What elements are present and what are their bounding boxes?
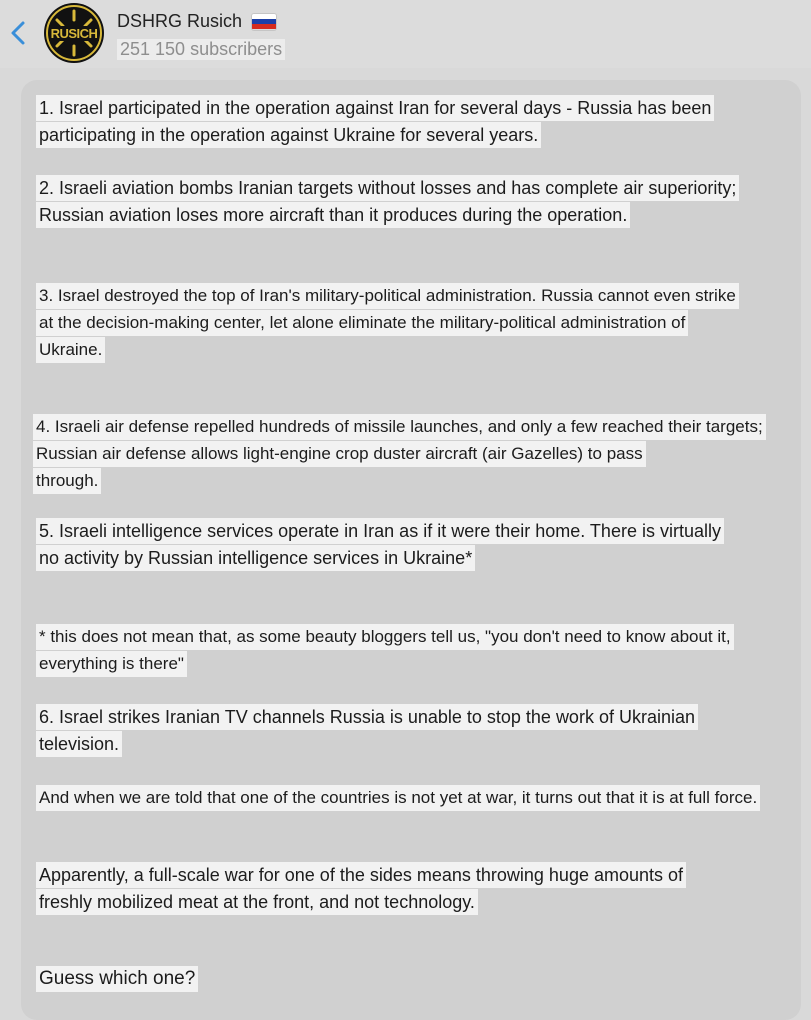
paragraph-1 <box>36 95 714 149</box>
paragraph-line: everything is there" <box>36 651 187 677</box>
avatar-logo-text: RUSICH <box>50 25 98 41</box>
paragraph-line: television. <box>36 731 122 757</box>
paragraph-line: 6. Israel strikes Iranian TV channels Russia is unable to stop the work of Ukrainian <box>36 704 698 730</box>
paragraph-line: freshly mobilized meat at the front, and not technology. <box>36 889 478 915</box>
paragraph-5 <box>36 518 724 572</box>
back-button[interactable] <box>4 18 32 48</box>
paragraph-line: Ukraine. <box>36 337 105 363</box>
paragraph-line: 5. Israeli intelligence services operate in Iran as if it were their home. There is virtually <box>36 518 724 544</box>
subscriber-count: 251 150 subscribers <box>117 39 285 60</box>
paragraph-line: 1. Israel participated in the operation against Iran for several days - Russia has been <box>36 95 714 121</box>
paragraph-9 <box>36 966 198 993</box>
paragraph-line: at the decision-making center, let alone eliminate the military-political administration of <box>36 310 688 336</box>
paragraph-line: Apparently, a full-scale war for one of the sides means throwing huge amounts of <box>36 862 686 888</box>
russia-flag-icon <box>252 14 276 30</box>
paragraph-line: * this does not mean that, as some beauty bloggers tell us, "you don't need to know about it, <box>36 624 734 650</box>
paragraph-line: Russian air defense allows light-engine crop duster aircraft (air Gazelles) to pass <box>33 441 646 467</box>
chevron-left-icon <box>9 20 27 46</box>
paragraph-line: 2. Israeli aviation bombs Iranian targets without losses and has complete air superiority; <box>36 175 739 201</box>
paragraph-2 <box>36 175 739 229</box>
paragraph-7 <box>36 785 760 812</box>
channel-name: DSHRG Rusich <box>117 11 243 31</box>
paragraph-line: participating in the operation against Ukraine for several years. <box>36 122 541 148</box>
avatar[interactable] <box>44 3 104 63</box>
paragraph-8 <box>36 862 686 916</box>
paragraph-line: Russian aviation loses more aircraft than it produces during the operation. <box>36 202 630 228</box>
paragraph-line: 4. Israeli air defense repelled hundreds of missile launches, and only a few reached their targets; <box>33 414 766 440</box>
paragraph-line: Guess which one? <box>36 966 198 992</box>
paragraph-6 <box>36 704 698 758</box>
paragraph-line: through. <box>33 468 101 494</box>
paragraph-line: 3. Israel destroyed the top of Iran's military-political administration. Russia cannot even strike <box>36 283 739 309</box>
channel-header <box>0 0 811 68</box>
paragraph-line: And when we are told that one of the countries is not yet at war, it turns out that it is at full force. <box>36 785 760 811</box>
paragraph-line: no activity by Russian intelligence services in Ukraine* <box>36 545 475 571</box>
footnote <box>36 624 734 678</box>
channel-title[interactable] <box>117 11 276 32</box>
paragraph-4 <box>33 414 766 495</box>
paragraph-3 <box>36 283 739 364</box>
